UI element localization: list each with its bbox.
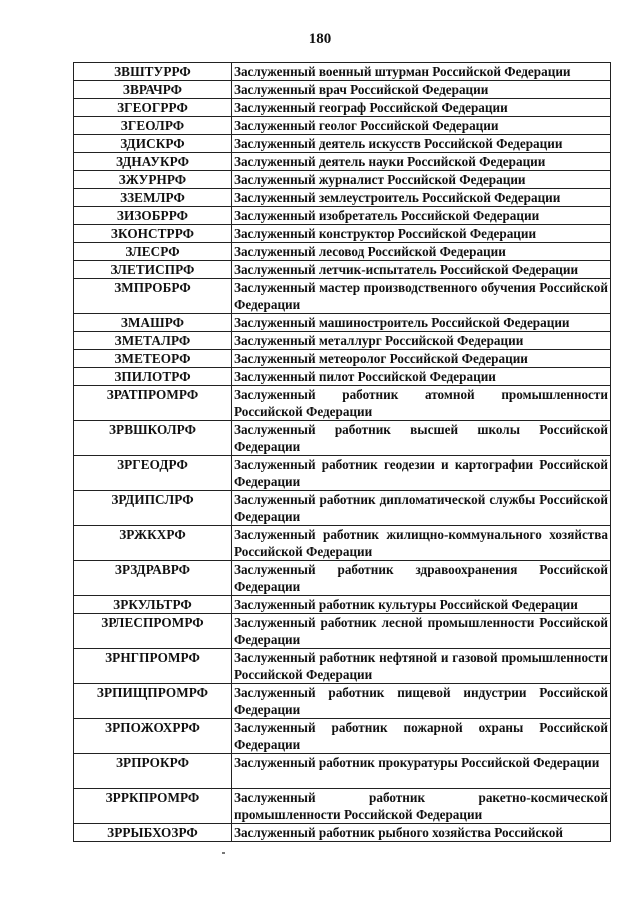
table-row [74,684,611,719]
abbreviation-code: ЗРКУЛЬТРФ [74,596,232,614]
honorary-title: Заслуженный работник культуры Российской Федерации [232,596,611,614]
honorary-title: Заслуженный летчик-испытатель Российской Федерации [232,261,611,279]
abbreviation-code: ЗВШТУРРФ [74,63,232,81]
abbreviation-code: ЗРЛЕСПРОМРФ [74,614,232,649]
table-row [74,614,611,649]
honorary-title: Заслуженный работник прокуратуры Российской Федерации [232,754,611,789]
honorary-title: Заслуженный врач Российской Федерации [232,81,611,99]
abbreviation-code: ЗРПРОКРФ [74,754,232,789]
abbreviation-code: ЗМЕТАЛРФ [74,332,232,350]
table-row [74,81,611,99]
table-row [74,824,611,842]
honorary-title: Заслуженный военный штурман Российской Федерации [232,63,611,81]
honorary-title: Заслуженный пилот Российской Федерации [232,368,611,386]
abbreviation-code: ЗЛЕСРФ [74,243,232,261]
honorary-title: Заслуженный машиностроитель Российской Федерации [232,314,611,332]
honorary-title: Заслуженный деятель науки Российской Федерации [232,153,611,171]
abbreviation-code: ЗДНАУКРФ [74,153,232,171]
table-row [74,491,611,526]
abbreviation-code: ЗРДИПСЛРФ [74,491,232,526]
abbreviation-code: ЗВРАЧРФ [74,81,232,99]
table-row [74,243,611,261]
abbreviation-code: ЗГЕОГРРФ [74,99,232,117]
honorary-title: Заслуженный работник нефтяной и газовой промышленности Российской Федерации [232,649,611,684]
table-row [74,171,611,189]
honorary-title: Заслуженный работник высшей школы Российской Федерации [232,421,611,456]
table-row [74,649,611,684]
abbreviation-code: ЗРЖКХРФ [74,526,232,561]
honorary-title: Заслуженный работник пожарной охраны Российской Федерации [232,719,611,754]
table-row [74,153,611,171]
honorary-title: Заслуженный работник здравоохранения Российской Федерации [232,561,611,596]
table-row [74,386,611,421]
abbreviation-code: ЗРПИЩПРОМРФ [74,684,232,719]
abbreviation-code: ЗДИСКРФ [74,135,232,153]
abbreviation-code: ЗКОНСТРРФ [74,225,232,243]
abbreviation-code: ЗМАШРФ [74,314,232,332]
abbreviation-code: ЗМЕТЕОРФ [74,350,232,368]
table-row [74,719,611,754]
honorary-title: Заслуженный работник пищевой индустрии Российской Федерации [232,684,611,719]
table-row [74,279,611,314]
table-row [74,314,611,332]
table-row [74,261,611,279]
table-row [74,596,611,614]
honorary-title: Заслуженный географ Российской Федерации [232,99,611,117]
table-row [74,225,611,243]
table-row [74,526,611,561]
honorary-title: Заслуженный геолог Российской Федерации [232,117,611,135]
honorary-title: Заслуженный журналист Российской Федерации [232,171,611,189]
honorary-title: Заслуженный работник лесной промышленности Российской Федерации [232,614,611,649]
abbreviation-code: ЗРРЫБХОЗРФ [74,824,232,842]
table-row [74,332,611,350]
abbreviation-table [73,62,611,842]
table-row [74,421,611,456]
table-body [74,63,611,842]
abbreviation-code: ЗРРКПРОМРФ [74,789,232,824]
honorary-title: Заслуженный работник ракетно-космической промышленности Российской Федерации [232,789,611,824]
abbreviation-code: ЗЗЕМЛРФ [74,189,232,207]
honorary-title: Заслуженный деятель искусств Российской Федерации [232,135,611,153]
abbreviation-code: ЗРЗДРАВРФ [74,561,232,596]
abbreviation-code: ЗИЗОБРРФ [74,207,232,225]
abbreviation-code: ЗГЕОЛРФ [74,117,232,135]
honorary-title: Заслуженный мастер производственного обучения Российской Федерации [232,279,611,314]
table-row [74,754,611,789]
honorary-title: Заслуженный метеоролог Российской Федерации [232,350,611,368]
abbreviation-code: ЗЖУРНРФ [74,171,232,189]
table-row [74,63,611,81]
honorary-title: Заслуженный землеустроитель Российской Федерации [232,189,611,207]
honorary-title: Заслуженный металлург Российской Федерации [232,332,611,350]
honorary-title: Заслуженный работник рыбного хозяйства Российской [232,824,611,842]
abbreviation-code: ЗМПРОБРФ [74,279,232,314]
abbreviation-code: ЗРГЕОДРФ [74,456,232,491]
honorary-title: Заслуженный работник дипломатической службы Российской Федерации [232,491,611,526]
abbreviation-code: ЗЛЕТИСПРФ [74,261,232,279]
table-row [74,117,611,135]
honorary-title: Заслуженный работник жилищно-коммунального хозяйства Российской Федерации [232,526,611,561]
honorary-title: Заслуженный лесовод Российской Федерации [232,243,611,261]
honorary-title: Заслуженный изобретатель Российской Федерации [232,207,611,225]
table-row [74,456,611,491]
table-row [74,207,611,225]
table-row [74,789,611,824]
abbreviation-code: ЗРВШКОЛРФ [74,421,232,456]
honorary-title: Заслуженный конструктор Российской Федерации [232,225,611,243]
page-number: 180 [308,31,332,47]
abbreviation-code: ЗРПОЖОХРРФ [74,719,232,754]
table-row [74,99,611,117]
table-row [74,135,611,153]
table-row [74,350,611,368]
abbreviation-code: ЗРНГПРОМРФ [74,649,232,684]
abbreviation-code: ЗРАТПРОМРФ [74,386,232,421]
table-row [74,561,611,596]
table-row [74,368,611,386]
table-row [74,189,611,207]
abbreviation-code: ЗПИЛОТРФ [74,368,232,386]
honorary-title: Заслуженный работник геодезии и картографии Российской Федерации [232,456,611,491]
honorary-title: Заслуженный работник атомной промышленности Российской Федерации [232,386,611,421]
scan-speck [222,852,225,854]
